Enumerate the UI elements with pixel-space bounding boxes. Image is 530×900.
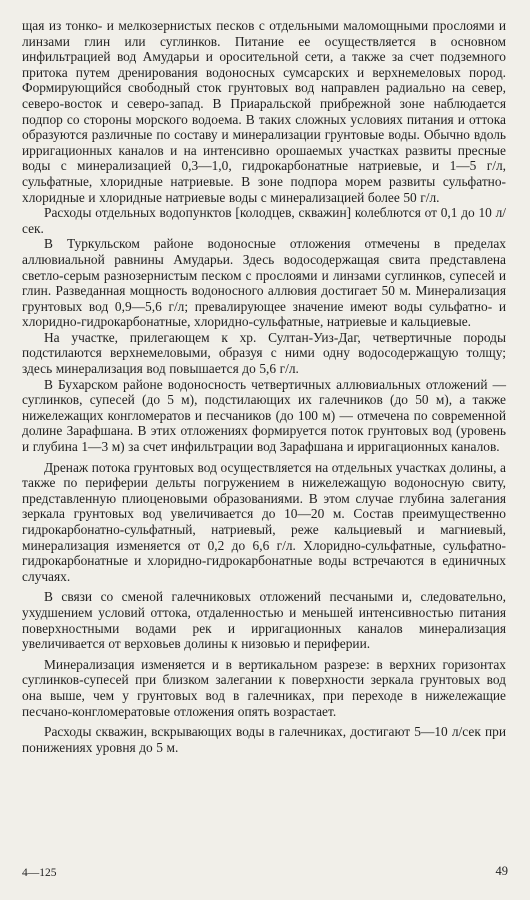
printer-signature: 4—125 (22, 867, 57, 879)
paragraph-1: щая из тонко- и мелкозернистых песков с отдельными маломощными прослоями и линзами глин или суглинков. Питание ее осуществляется в основном инфильтрацией вод Амударьи и оросительной сети, а также за счет подземного притока путем дренирования водоносных сумсарских и верхнемеловых пород. Формирующийся свободный сток грунтовых вод направлен радиально на север, северо-восток и северо-запад. В Приаральской прибрежной зоне наблюдается подпор со стороны морского водоема. В таких сложных условиях питания и оттока образуются различные по составу и минерализации грунтовые воды. Обычно вдоль ирригационных каналов и на интенсивно орошаемых участках развиты пресные воды с минерализацией 0,3—1,0, гидрокарбонатные натриевые, и 1—5 г/л, сульфатные, хлоридные натриевые. В зоне подпора морем развиты сульфатно-хлоридные и хлоридные натриевые воды с минерализацией более 50 г/л. (22, 18, 506, 205)
paragraph-4: На участке, прилегающем к хр. Султан-Уиз-Даг, четвертичные породы подстилаются верхнемеловыми, образуя с ними одну водосодержащую толщу; здесь минерализация вод повышается до 5,6 г/л. (22, 329, 506, 377)
paragraph-8: Минерализация изменяется и в вертикальном разрезе: в верхних горизонтах суглинков-супесей при близком залегании к поверхности зеркала грунтовых вод она выше, чем у грунтовых вод в галечниках, при переходе в нижележащие песчано-конгломератовые отложения опять возрастает. (22, 656, 506, 719)
paragraph-9: Расходы скважин, вскрывающих воды в галечниках, достигают 5—10 л/сек при понижениях уровня до 5 м. (22, 724, 506, 755)
page-body (22, 18, 506, 755)
paragraph-3: В Туркульском районе водоносные отложения отмечены в пределах аллювиальной равнины Амударьи. Здесь водосодержащая свита представлена светло-серым разнозернистым песком с прослоями и линзами суглинков, супесей и глин. Разведанная мощность водоносного аллювия достигает 50 м. Минерализация грунтовых вод 0,9—5,6 г/л; превалирующее значение имеют воды сульфатно- и хлоридно-гидрокарбонатные, хлоридно-сульфатные, натриевые и кальциевые. (22, 236, 506, 330)
paragraph-5: В Бухарском районе водоносность четвертичных аллювиальных отложений — суглинков, супесей (до 5 м), подстилающих их галечников (до 50 м), а также нижележащих конгломератов и песчаников (до 100 м) — отмечена по современной долине Зарафшана. В этих отложениях формируется поток грунтовых вод (уровень и глубина 1—3 м) за счет инфильтрации вод Зарафшана и ирригационных каналов. (22, 376, 506, 455)
paragraph-2: Расходы отдельных водопунктов [колодцев, скважин] колеблются от 0,1 до 10 л/сек. (22, 205, 506, 236)
paragraph-6: Дренаж потока грунтовых вод осуществляется на отдельных участках долины, а также по периферии дельты погружением в нижележащую водоносную свиту, представленную плиоценовыми образованиями. В этом случае глубина залегания зеркала грунтовых вод увеличивается до 10—20 м. Состав преимущественно гидрокарбонатно-сульфатный, натриевый, реже кальциевый и магниевый, минерализация изменяется от 0,2 до 6,6 г/л. Хлоридно-сульфатные, сульфатно-гидрокарбонатные и хлоридно-гидрокарбонатные воды встречаются в единичных случаях. (22, 459, 506, 584)
page-number: 49 (495, 864, 508, 878)
paragraph-7: В связи со сменой галечниковых отложений песчаными и, следовательно, ухудшением условий оттока, отдаленностью и меньшей интенсивностью питания поверхностными водами рек и ирригационных каналов минерализация увеличивается от верховьев долины к низовью и периферии. (22, 589, 506, 652)
